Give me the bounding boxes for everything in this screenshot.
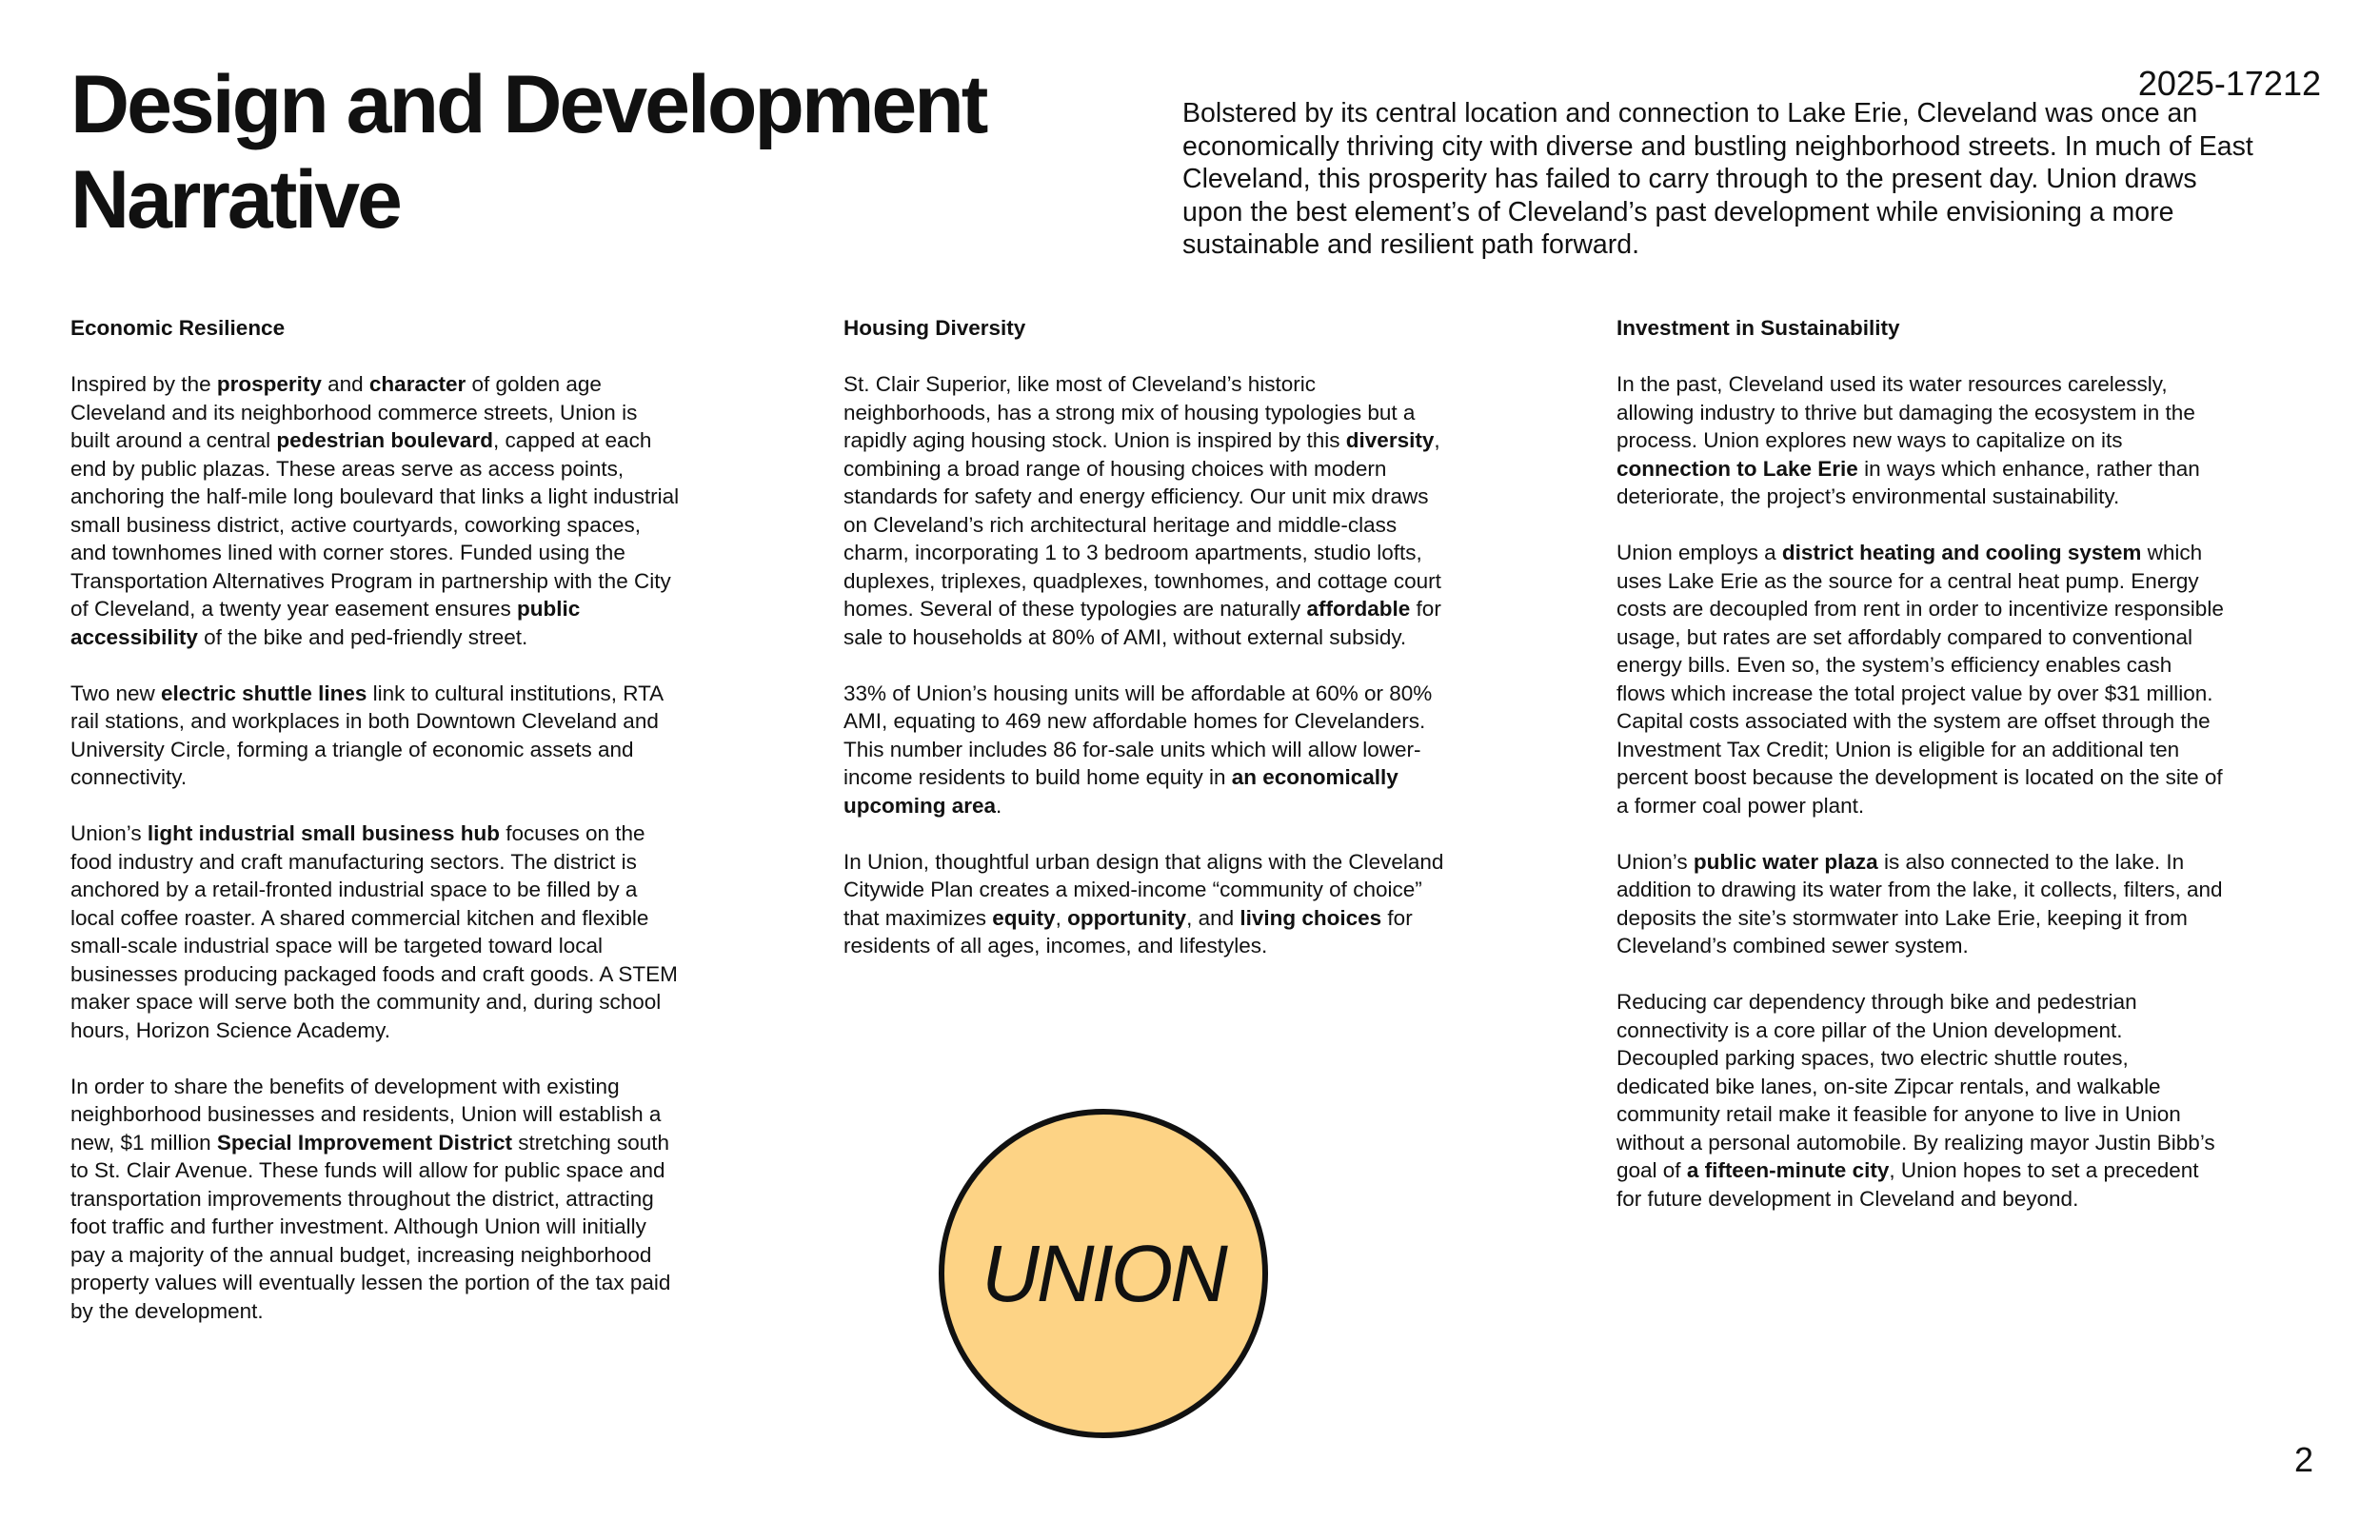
emphasis-text: living choices xyxy=(1240,905,1382,930)
column-housing-diversity xyxy=(843,314,1453,988)
paragraph-text: which uses Lake Erie as the source for a central heat pump. Energy costs are decoupled from rent in order to incentivize responsible usage, but rates are set affordably compared to conventional energy bills. Even so, the system’s efficiency enables cash flows which increase the total project value by over $31 million. Capital costs associated with the system are offset through the Investment Tax Credit; Union is eligible for an additional ten percent boost because the development is located on the site of a former coal power plant. xyxy=(1616,541,2224,818)
emphasis-text: opportunity xyxy=(1067,905,1187,930)
emphasis-text: pedestrian boulevard xyxy=(276,428,493,452)
column-body xyxy=(70,370,680,1325)
body-paragraph xyxy=(1616,988,2226,1213)
paragraph-text: , xyxy=(1055,905,1068,930)
paragraph-text: stretching south to St. Clair Avenue. These funds will allow for public space and transportation improvements throughout the district, attracting foot traffic and further investment. Although Union will initially pay a majority of the annual budget, increasing neighborhood property values will eventually lessen the portion of the tax paid by the development. xyxy=(70,1130,671,1323)
paragraph-text: for sale to households at 80% of AMI, without external subsidy. xyxy=(843,597,1441,649)
paragraph-text: focuses on the food industry and craft manufacturing sectors. The district is anchored by a retail-fronted industrial space to be filled by a local coffee roaster. A shared commercial kitchen and flexible small-scale industrial space will be targeted toward local businesses producing packaged foods and craft goods. A STEM maker space will serve both the community and, during school hours, Horizon Science Academy. xyxy=(70,821,678,1042)
emphasis-text: district heating and cooling system xyxy=(1781,541,2142,564)
paragraph-text: Union’s xyxy=(70,821,148,845)
emphasis-text: Special Improvement District xyxy=(216,1130,512,1155)
paragraph-text: . xyxy=(996,793,1002,818)
paragraph-text: for residents of all ages, incomes, and lifestyles. xyxy=(843,905,1413,958)
paragraph-text: Inspired by the xyxy=(70,372,217,396)
body-paragraph xyxy=(1616,539,2226,819)
body-paragraph xyxy=(70,680,680,792)
emphasis-text: an economically upcoming area xyxy=(843,765,1398,818)
emphasis-text: light industrial small business hub xyxy=(147,821,500,845)
paragraph-text: of the bike and ped-friendly street. xyxy=(197,624,528,649)
emphasis-text: equity xyxy=(992,905,1056,930)
column-investment-in-sustainability xyxy=(1616,314,2226,1241)
column-heading: Economic Resilience xyxy=(70,316,286,340)
paragraph-text: Union’s xyxy=(1616,849,1694,874)
body-paragraph xyxy=(70,819,680,1044)
paragraph-text: In Union, thoughtful urban design that aligns with the Cleveland Citywide Plan creates a mixed-income “community of choice” that maximizes xyxy=(843,849,1444,930)
union-logo xyxy=(939,1109,1268,1438)
emphasis-text: connection to Lake Erie xyxy=(1616,456,1858,481)
paragraph-text: , combining a broad range of housing choices with modern standards for safety and energy efficiency. Our unit mix draws on Cleveland’s rich architectural heritage and middle-class charm, incorporating 1 to 3 bedroom apartments, studio lofts, duplexes, triplexes, quadplexes, townhomes, and cottage court homes. Several of these typologies are naturally xyxy=(843,428,1441,621)
paragraph-text: , and xyxy=(1186,905,1240,930)
column-heading: Housing Diversity xyxy=(843,316,1026,340)
paragraph-text: St. Clair Superior, like most of Cleveland’s historic neighborhoods, has a strong mix of housing typologies but a rapidly aging housing stock. Union is inspired by this xyxy=(843,372,1416,452)
title-line-1: Design and Development xyxy=(70,59,986,150)
body-paragraph xyxy=(843,848,1453,960)
intro-paragraph: Bolstered by its central location and connection to Lake Erie, Cleveland was once an economically thriving city with diverse and bustling neighborhood streets. In much of East Cleveland, this prosperity has failed to carry through to the present day. Union draws upon the best element’s of Cleveland’s past development while envisioning a more sustainable and resilient path forward. xyxy=(1182,98,2253,260)
body-paragraph xyxy=(1616,370,2226,511)
emphasis-text: prosperity xyxy=(216,372,322,396)
paragraph-text: and xyxy=(321,372,369,396)
emphasis-text: electric shuttle lines xyxy=(161,681,367,705)
column-heading: Investment in Sustainability xyxy=(1616,316,1900,340)
paragraph-text: , capped at each end by public plazas. These areas serve as access points, anchoring the half-mile long boulevard that links a light industrial small business district, active courtyards, coworking spaces, and townhomes lined with corner stores. Funded using the Transportation Alternatives Program in partnership with the City of Cleveland, a twenty year easement ensures xyxy=(70,428,680,621)
emphasis-text: public water plaza xyxy=(1693,849,1878,874)
body-paragraph xyxy=(843,680,1453,820)
body-paragraph xyxy=(70,370,680,651)
emphasis-text: character xyxy=(368,372,466,396)
paragraph-text: In order to share the benefits of development with existing neighborhood businesses and residents, Union will establish a new, $1 million xyxy=(70,1074,662,1155)
paragraph-text: , Union hopes to set a precedent for future development in Cleveland and beyond. xyxy=(1616,1158,2199,1211)
column-body xyxy=(1616,370,2226,1213)
emphasis-text: a fifteen-minute city xyxy=(1686,1158,1890,1182)
paragraph-text: Two new xyxy=(70,681,162,705)
paragraph-text: link to cultural institutions, RTA rail stations, and workplaces in both Downtown Cleveland and University Circle, forming a triangle of economic assets and connectivity. xyxy=(70,681,663,789)
page-title xyxy=(70,57,1118,247)
emphasis-text: diversity xyxy=(1345,428,1435,452)
body-paragraph xyxy=(843,370,1453,651)
emphasis-text: public accessibility xyxy=(70,597,581,649)
title-line-2: Narrative xyxy=(70,154,400,246)
union-logo-text: UNION xyxy=(982,1228,1225,1318)
body-paragraph xyxy=(70,1073,680,1326)
emphasis-text: affordable xyxy=(1306,597,1411,621)
paragraph-text: 33% of Union’s housing units will be affordable at 60% or 80% AMI, equating to 469 new affordable homes for Clevelanders. This number includes 86 for-sale units which will allow lower-income residents to build home equity in xyxy=(843,681,1433,789)
paragraph-text: In the past, Cleveland used its water resources carelessly, allowing industry to thrive but damaging the ecosystem in the process. Union explores new ways to capitalize on its xyxy=(1616,372,2195,452)
page-number: 2 xyxy=(2293,1440,2313,1479)
paragraph-text: is also connected to the lake. In addition to drawing its water from the lake, it collects, filters, and deposits the site’s stormwater into Lake Erie, keeping it from Cleveland’s combined sewer system. xyxy=(1616,849,2223,958)
paragraph-text: of golden age Cleveland and its neighborhood commerce streets, Union is built around a central xyxy=(70,372,638,452)
paragraph-text: Reducing car dependency through bike and pedestrian connectivity is a core pillar of the Union development. Decoupled parking spaces, two electric shuttle routes, dedicated bike lanes, on-site Zipcar rentals, and walkable community retail make it feasible for anyone to live in Union without a personal automobile. By realizing mayor Justin Bibb’s goal of xyxy=(1616,990,2215,1182)
column-economic-resilience xyxy=(70,314,680,1353)
paragraph-text: in ways which enhance, rather than deteriorate, the project’s environmental sustainability. xyxy=(1616,456,2200,508)
column-body xyxy=(843,370,1453,960)
paragraph-text: Union employs a xyxy=(1616,541,1782,564)
body-paragraph xyxy=(1616,848,2226,960)
project-id: 2025-17212 xyxy=(2137,64,2321,103)
